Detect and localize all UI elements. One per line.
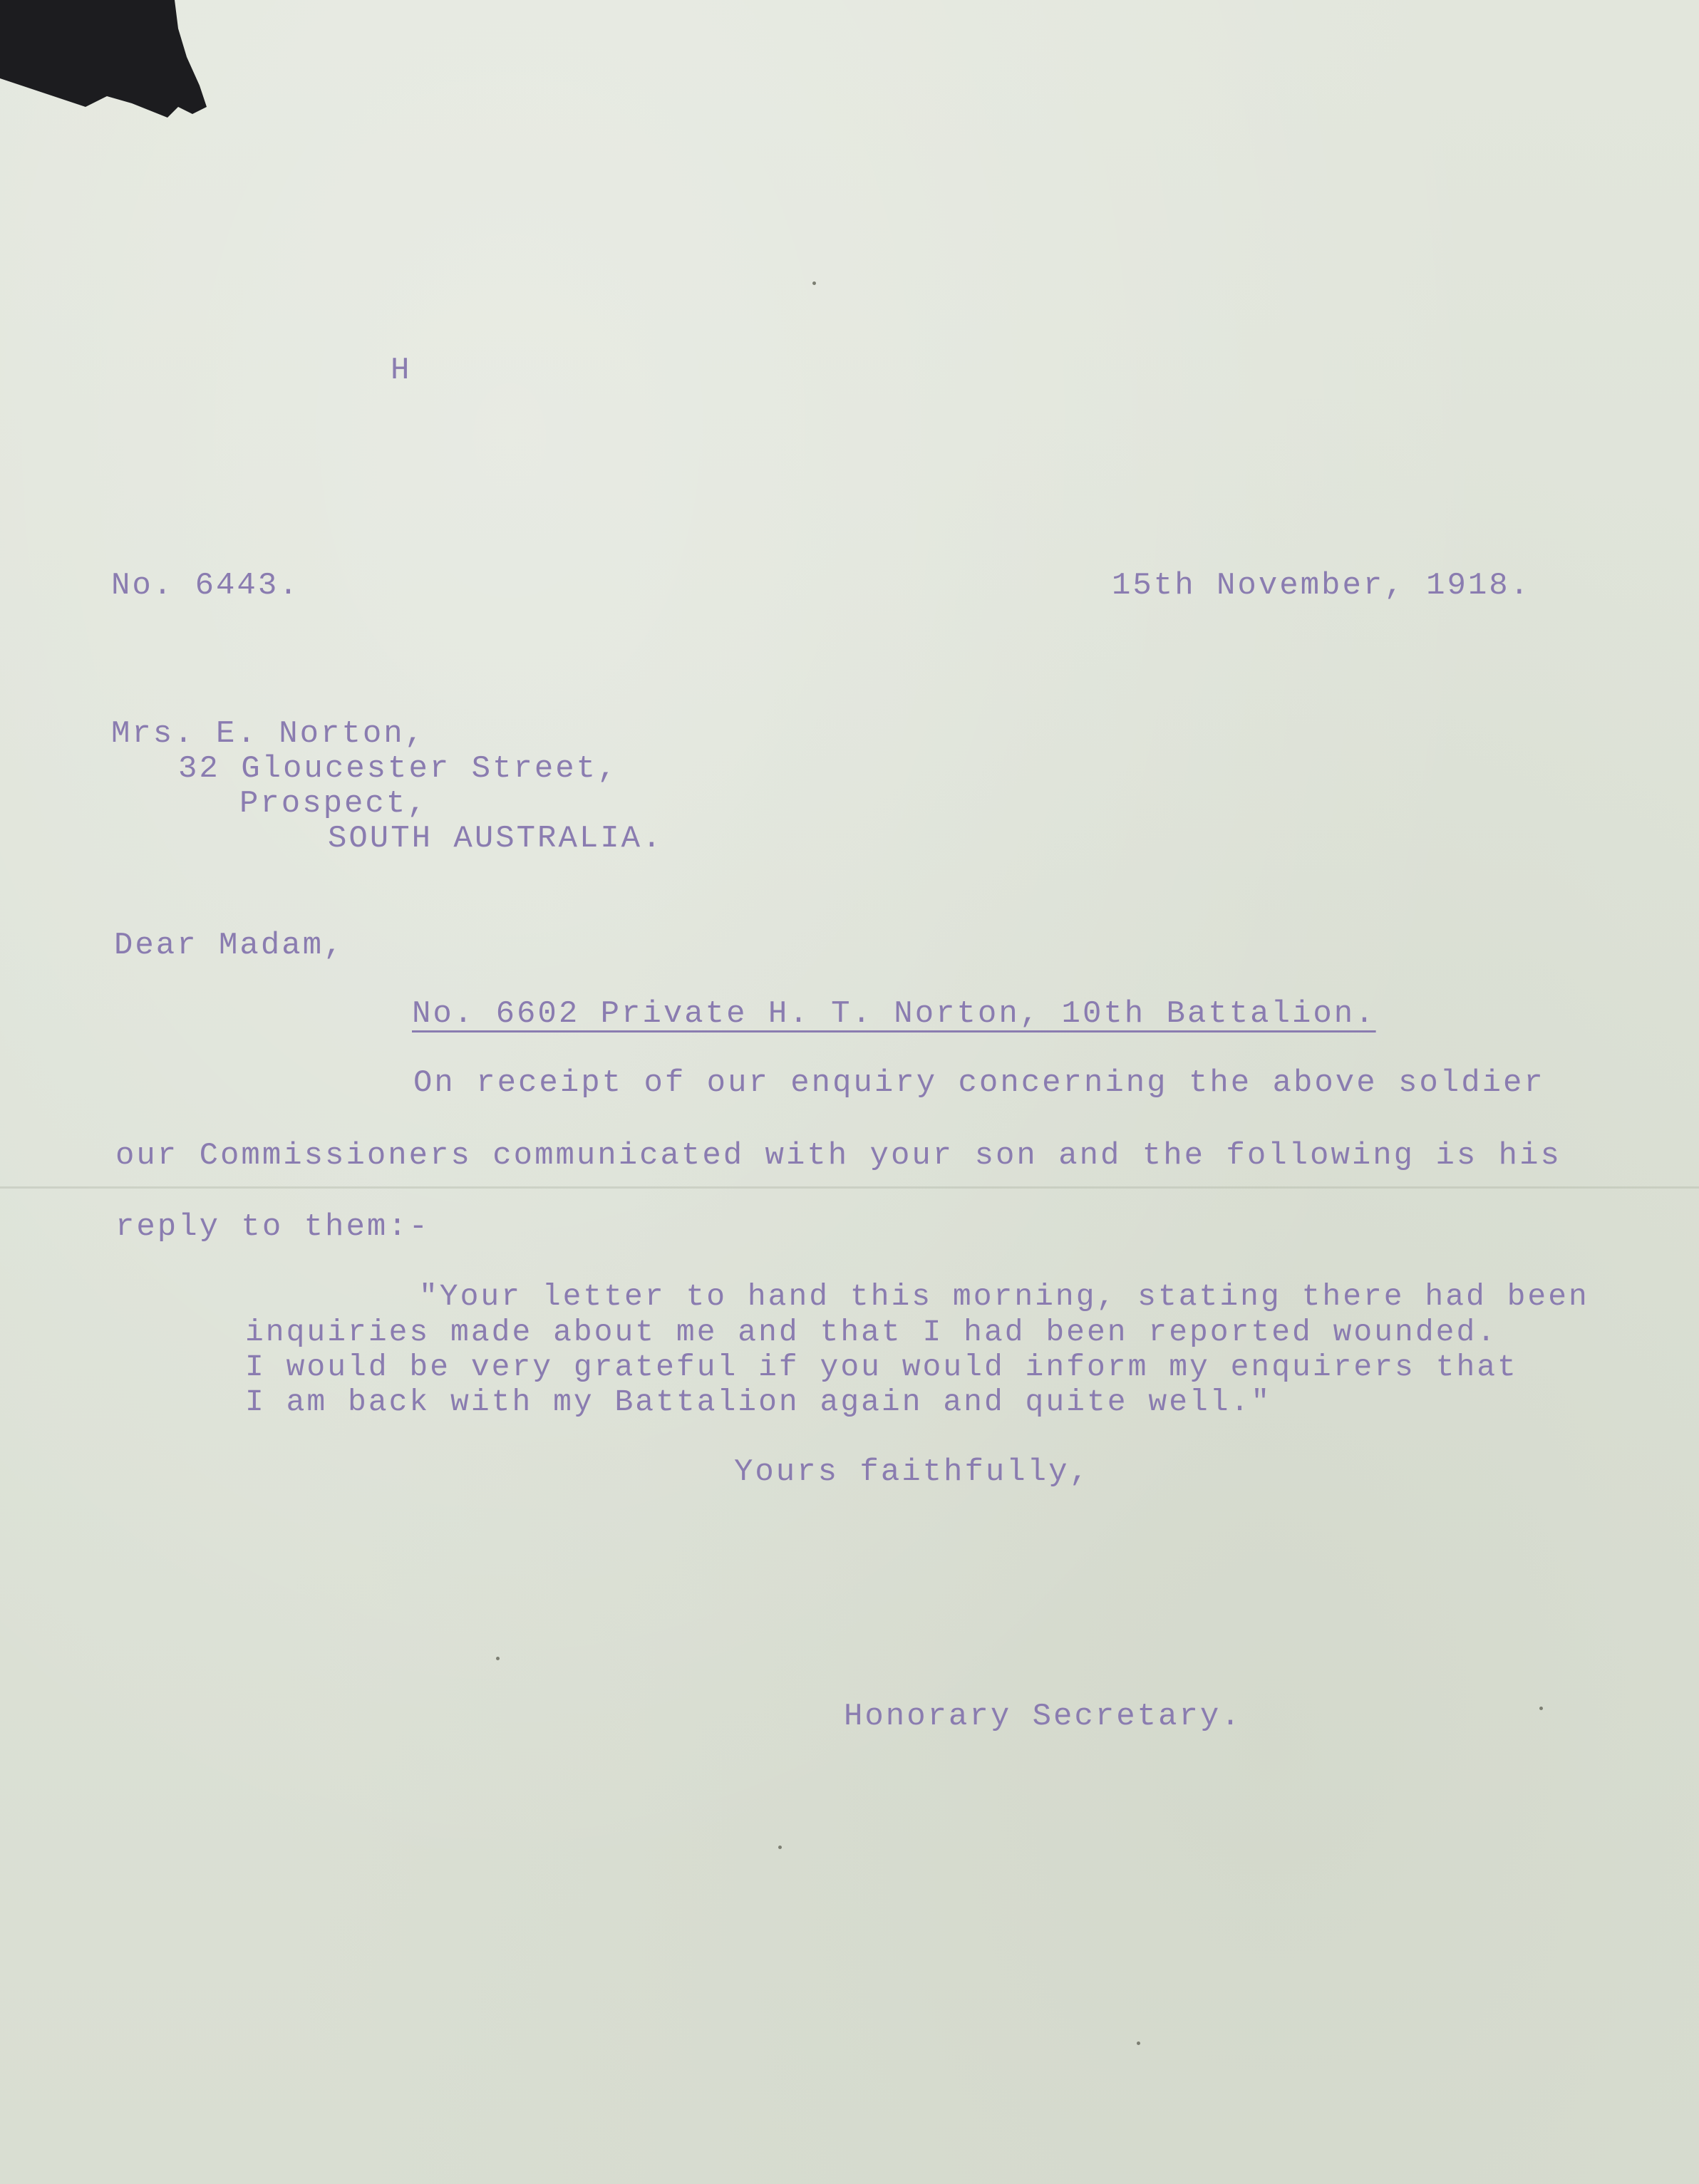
salutation: Dear Madam, <box>114 928 345 963</box>
quote-line: inquiries made about me and that I had been reported wounded. <box>245 1315 1498 1350</box>
recipient-state: SOUTH AUSTRALIA. <box>328 821 663 856</box>
signatory-title: Honorary Secretary. <box>844 1699 1242 1734</box>
body-line: our Commissioners communicated with your son and the following is his <box>115 1138 1561 1174</box>
quote-line: I would be very grateful if you would inform my enquirers that <box>245 1350 1518 1385</box>
fold-line <box>0 1186 1699 1189</box>
paper-speck <box>496 1657 500 1660</box>
recipient-suburb: Prospect, <box>239 786 428 822</box>
recipient-name: Mrs. E. Norton, <box>111 716 426 752</box>
recipient-street: 32 Gloucester Street, <box>178 751 619 787</box>
paper-speck <box>1539 1707 1543 1710</box>
subject-line: No. 6602 Private H. T. Norton, 10th Battalion. <box>412 996 1376 1032</box>
paper-speck <box>812 281 816 285</box>
torn-corner <box>0 0 228 143</box>
letter-date: 15th November, 1918. <box>1112 568 1532 604</box>
closing: Yours faithfully, <box>734 1454 1090 1490</box>
body-line: On receipt of our enquiry concerning the above soldier <box>413 1065 1545 1101</box>
paper-speck <box>1137 2041 1140 2045</box>
reference-number: No. 6443. <box>111 568 300 604</box>
body-line: reply to them:- <box>115 1209 430 1245</box>
paper-speck <box>778 1846 782 1849</box>
file-mark: H <box>391 353 412 388</box>
quote-line: "Your letter to hand this morning, stating there had been <box>419 1279 1589 1314</box>
quote-line: I am back with my Battalion again and quite well." <box>245 1385 1272 1419</box>
